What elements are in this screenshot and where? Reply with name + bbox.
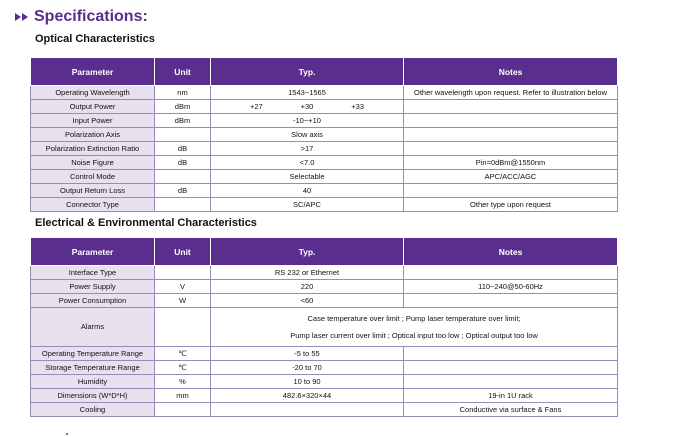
typ-cell: <60 [211,294,404,308]
notes-cell: APC/ACC/AGC [404,170,618,184]
notes-cell [404,128,618,142]
table-row-alarms [31,308,618,347]
table-row [31,198,618,212]
notes-cell [404,266,618,280]
typ-cell [211,100,404,114]
table-row [31,128,618,142]
header-notes: Notes [404,238,618,266]
table-row [31,347,618,361]
page-title: Specifications: [34,8,148,25]
unit-cell: dB [155,156,211,170]
typ-cell: -5 to 55 [211,347,404,361]
typ-cell [211,403,404,417]
parameter-cell: Polarization Extinction Ratio [31,142,155,156]
table-row [31,170,618,184]
table-row [31,184,618,198]
notes-cell: Conductive via surface & Fans [404,403,618,417]
alarm-line: Pump laser current over limit ; Optical input too low ; Optical output too low [290,331,538,340]
unit-cell: ℃ [155,361,211,375]
table-row [31,294,618,308]
typ-max-value: +33 [351,101,364,111]
notes-cell: Other type upon request [404,198,618,212]
parameter-cell: Output Return Loss [31,184,155,198]
notes-cell: 19-in 1U rack [404,389,618,403]
parameter-cell: Alarms [31,308,155,347]
table-row [31,114,618,128]
typ-cell: 220 [211,280,404,294]
unit-cell: dB [155,142,211,156]
parameter-cell: Noise Figure [31,156,155,170]
table-row [31,86,618,100]
typ-typical-value: +30 [300,101,314,111]
typ-cell: -10~+10 [211,114,404,128]
notes-cell [404,347,618,361]
typ-cell: 482.6×320×44 [211,389,404,403]
typ-cell: RS 232 or Ethernet [211,266,404,280]
unit-cell: % [155,375,211,389]
typ-cell: Slow axis [211,128,404,142]
notes-cell [404,142,618,156]
unit-cell: nm [155,86,211,100]
unit-cell: dB [155,184,211,198]
unit-cell [155,266,211,280]
table-row [31,389,618,403]
parameter-cell: Dimensions (W*D*H) [31,389,155,403]
table-row [31,403,618,417]
table-header-row [31,238,618,266]
typ-cell: -20 to 70 [211,361,404,375]
parameter-cell: Output Power [31,100,155,114]
electrical-section-title: Electrical & Environmental Characteristics [35,217,257,229]
table-row [31,361,618,375]
page-mark [66,433,68,435]
parameter-cell: Input Power [31,114,155,128]
typ-cell: >17 [211,142,404,156]
unit-cell [155,170,211,184]
typ-cell: SC/APC [211,198,404,212]
header-notes: Notes [404,58,618,86]
typ-cell: 10 to 90 [211,375,404,389]
parameter-cell: Polarization Axis [31,128,155,142]
double-arrow-icon [15,13,29,21]
parameter-cell: Storage Temperature Range [31,361,155,375]
parameter-cell: Cooling [31,403,155,417]
table-row [31,100,618,114]
header-parameter: Parameter [31,238,155,266]
unit-cell [155,403,211,417]
parameter-cell: Connector Type [31,198,155,212]
electrical-environmental-table [30,237,618,417]
unit-cell: mm [155,389,211,403]
unit-cell: dBm [155,114,211,128]
notes-cell [404,361,618,375]
unit-cell: dBm [155,100,211,114]
parameter-cell: Power Consumption [31,294,155,308]
unit-cell [155,308,211,347]
specifications-header [15,7,148,27]
alarm-line: Case temperature over limit ; Pump laser temperature over limit; [307,314,521,323]
header-typ: Typ. [211,58,404,86]
typ-min-value: +27 [249,101,263,111]
typ-cell: 1543~1565 [211,86,404,100]
table-row [31,280,618,294]
table-header-row [31,58,618,86]
notes-cell [404,100,618,114]
optical-characteristics-table [30,57,618,212]
parameter-cell: Humidity [31,375,155,389]
notes-cell: 110~240@50-60Hz [404,280,618,294]
unit-cell: V [155,280,211,294]
notes-cell: Pin=0dBm@1550nm [404,156,618,170]
parameter-cell: Operating Temperature Range [31,347,155,361]
notes-cell: Other wavelength upon request. Refer to illustration below [404,86,618,100]
unit-cell: ℃ [155,347,211,361]
notes-cell [404,114,618,128]
table-row [31,156,618,170]
parameter-cell: Control Mode [31,170,155,184]
table-row [31,375,618,389]
header-parameter: Parameter [31,58,155,86]
unit-cell [155,198,211,212]
notes-cell [404,184,618,198]
header-typ: Typ. [211,238,404,266]
header-unit: Unit [155,58,211,86]
optical-section-title: Optical Characteristics [35,33,155,45]
header-unit: Unit [155,238,211,266]
alarms-cell [211,308,618,347]
notes-cell [404,294,618,308]
parameter-cell: Power Supply [31,280,155,294]
notes-cell [404,375,618,389]
unit-cell: W [155,294,211,308]
table-row [31,266,618,280]
table-row [31,142,618,156]
typ-cell: 40 [211,184,404,198]
typ-cell: <7.0 [211,156,404,170]
unit-cell [155,128,211,142]
typ-cell: Selectable [211,170,404,184]
parameter-cell: Operating Wavelength [31,86,155,100]
parameter-cell: Interface Type [31,266,155,280]
